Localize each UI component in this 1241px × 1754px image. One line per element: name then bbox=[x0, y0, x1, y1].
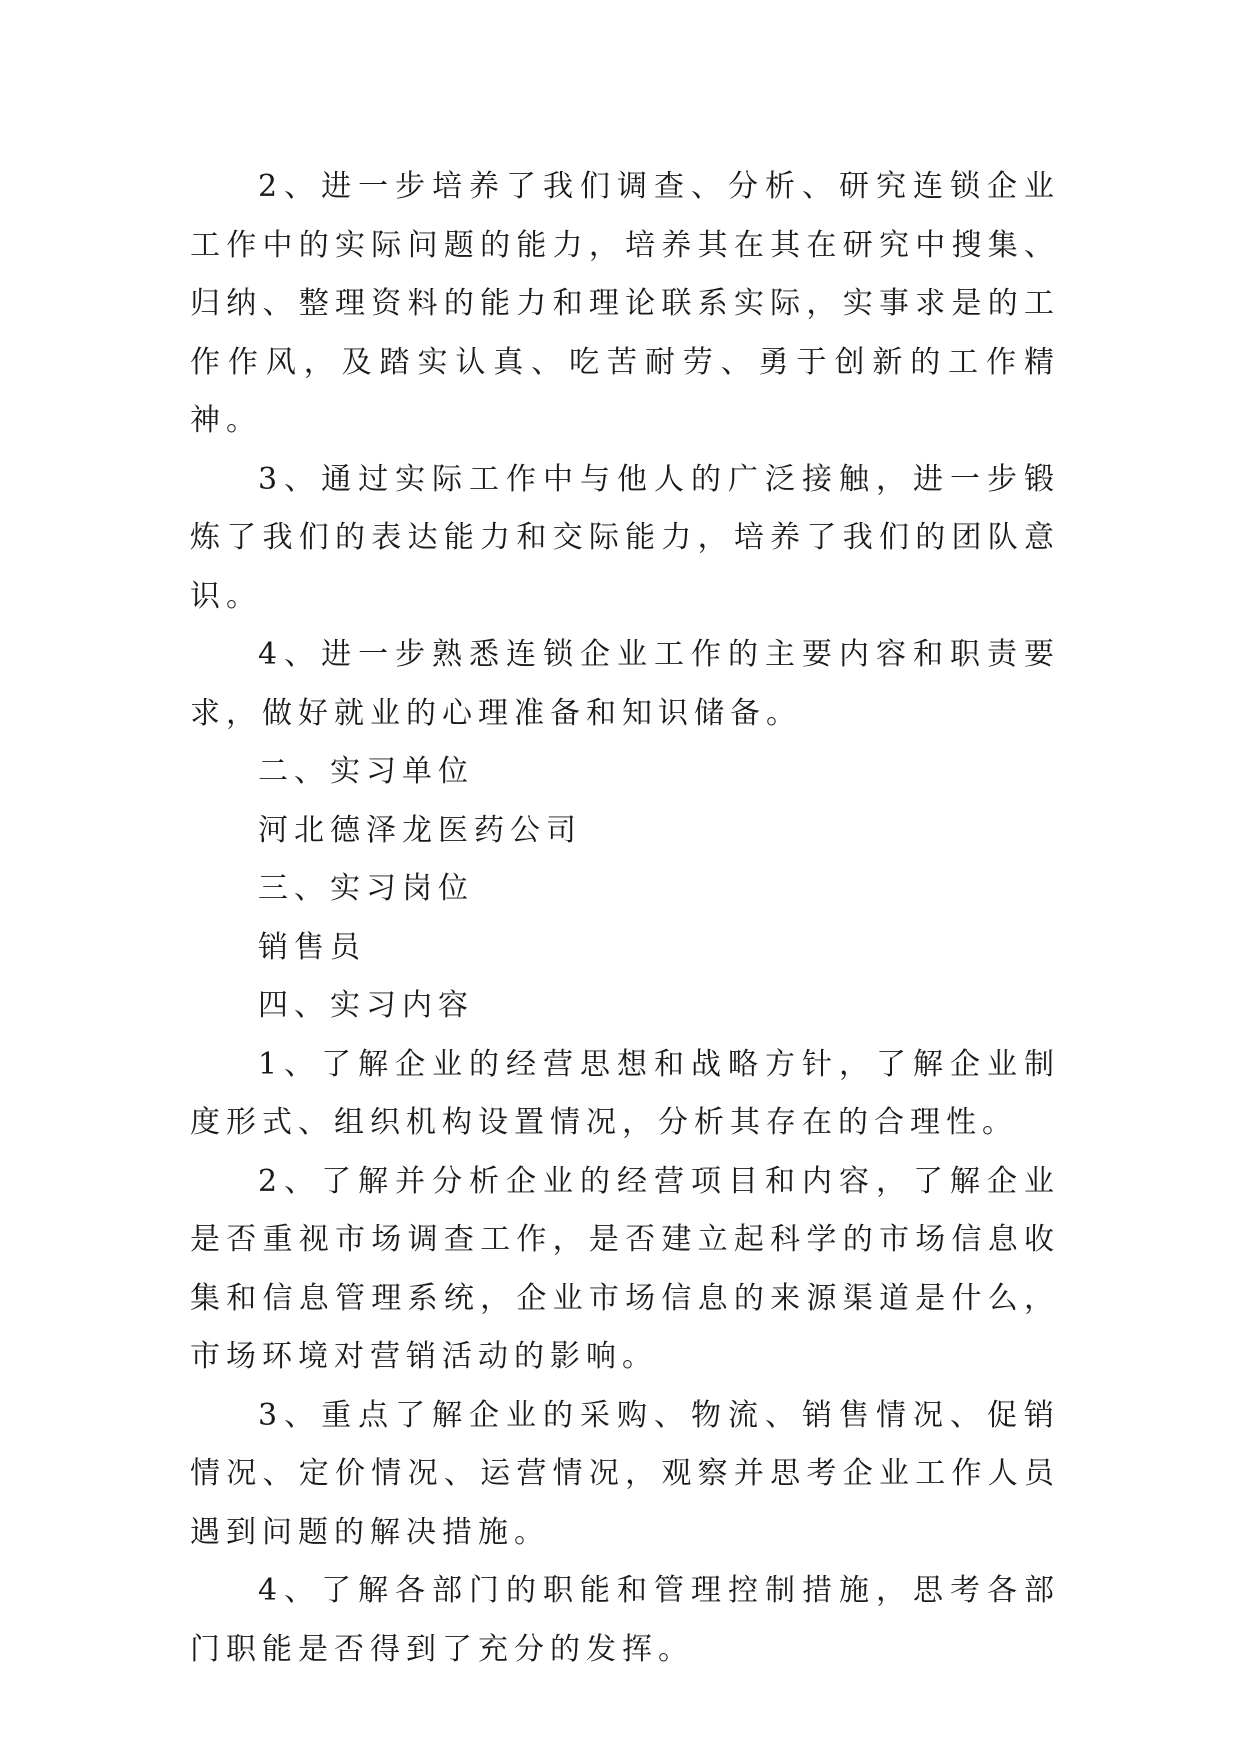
paragraph-goal-4: 4、进一步熟悉连锁企业工作的主要内容和职责要求，做好就业的心理准备和知识储备。 bbox=[190, 637, 1060, 731]
section-heading-internship-position: 三、实习岗位 bbox=[258, 871, 474, 906]
section-heading-internship-content: 四、实习内容 bbox=[258, 988, 474, 1023]
paragraph-goal-2: 2、进一步培养了我们调查、分析、研究连锁企业工作中的实际问题的能力，培养其在其在研究中搜集、归纳、整理资料的能力和理论联系实际，实事求是的工作作风，及踏实认真、吃苦耐劳、勇于创新的工作精神。 bbox=[190, 169, 1060, 438]
section-heading-internship-unit: 二、实习单位 bbox=[258, 754, 474, 789]
document-page bbox=[190, 158, 1060, 1679]
paragraph-goal-3: 3、通过实际工作中与他人的广泛接触，进一步锻炼了我们的表达能力和交际能力，培养了我们的团队意识。 bbox=[190, 461, 1060, 614]
paragraph-internship-position: 销售员 bbox=[258, 929, 366, 965]
paragraph-internship-unit: 河北德泽龙医药公司 bbox=[258, 812, 582, 848]
paragraph-content-1: 1、了解企业的经营思想和战略方针，了解企业制度形式、组织机构设置情况，分析其存在的合理性。 bbox=[190, 1046, 1060, 1140]
paragraph-content-3: 3、重点了解企业的采购、物流、销售情况、促销情况、定价情况、运营情况，观察并思考企业工作人员遇到问题的解决措施。 bbox=[190, 1397, 1060, 1550]
paragraph-content-2: 2、了解并分析企业的经营项目和内容，了解企业是否重视市场调查工作，是否建立起科学的市场信息收集和信息管理系统，企业市场信息的来源渠道是什么，市场环境对营销活动的影响。 bbox=[190, 1163, 1060, 1374]
paragraph-content-4: 4、了解各部门的职能和管理控制措施，思考各部门职能是否得到了充分的发挥。 bbox=[190, 1573, 1060, 1667]
